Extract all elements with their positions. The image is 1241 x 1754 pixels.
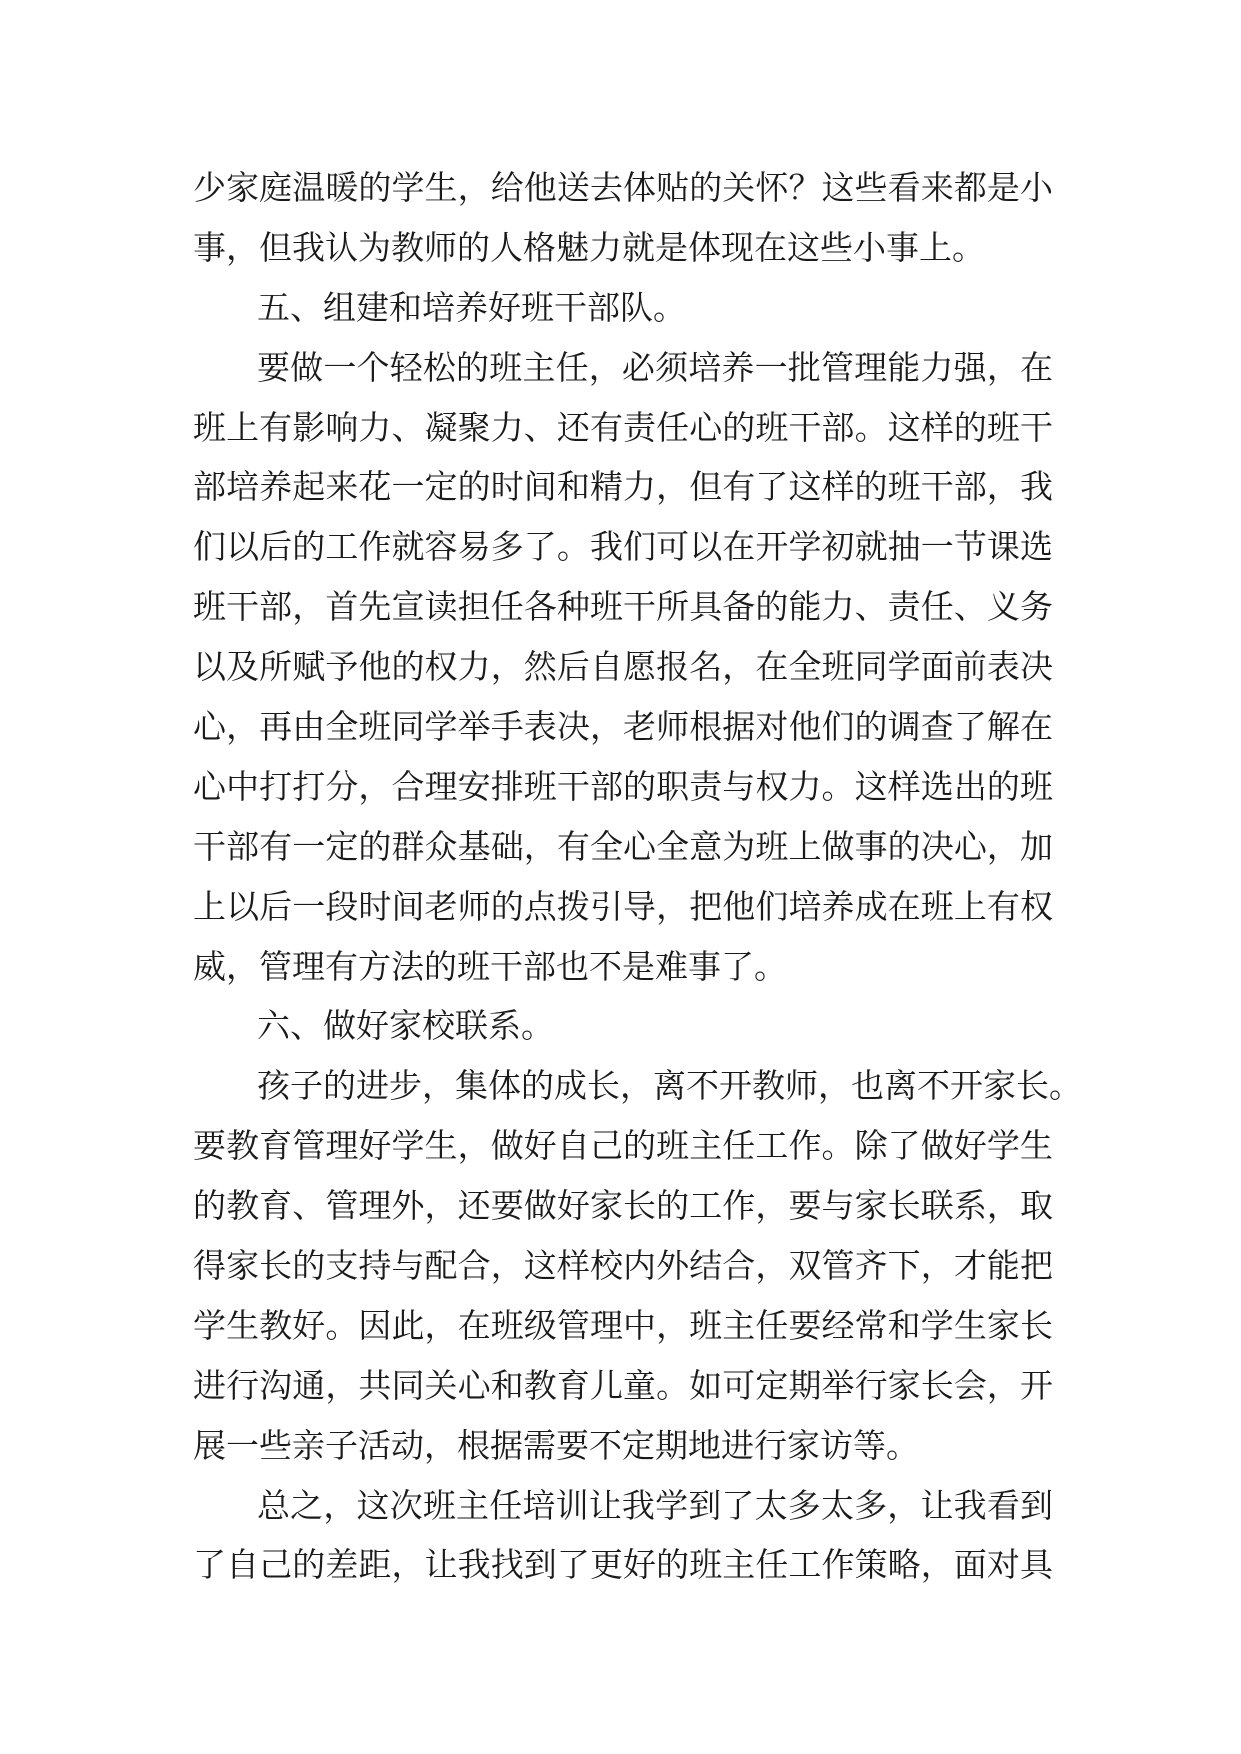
text-line: 部培养起来花一定的时间和精力，但有了这样的班干部，我	[193, 467, 1053, 507]
text-line: 心中打打分，合理安排班干部的职责与权力。这样选出的班	[193, 766, 1053, 806]
text-line: 干部有一定的群众基础，有全心全意为班上做事的决心，加	[193, 826, 1053, 866]
text-line: 孩子的进步，集体的成长，离不开教师，也离不开家长。	[257, 1066, 1082, 1106]
text-line: 上以后一段时间老师的点拨引导，把他们培养成在班上有权	[193, 886, 1053, 926]
text-line: 心，再由全班同学举手表决，老师根据对他们的调查了解在	[193, 707, 1053, 747]
text-line: 事，但我认为教师的人格魅力就是体现在这些小事上。	[193, 227, 985, 267]
text-line: 班干部，首先宣读担任各种班干所具备的能力、责任、义务	[193, 587, 1053, 627]
text-line: 少家庭温暖的学生，给他送去体贴的关怀？这些看来都是小	[193, 168, 1053, 207]
text-line: 学生教好。因此，在班级管理中，班主任要经常和学生家长	[193, 1305, 1053, 1345]
text-line: 班上有影响力、凝聚力、还有责任心的班干部。这样的班干	[193, 407, 1053, 447]
text-line: 六、做好家校联系。	[257, 1006, 554, 1046]
text-line: 得家长的支持与配合，这样校内外结合，双管齐下，才能把	[193, 1246, 1053, 1286]
text-line: 以及所赋予他的权力，然后自愿报名，在全班同学面前表决	[193, 647, 1053, 687]
text-line: 总之，这次班主任培训让我学到了太多太多，让我看到	[257, 1485, 1053, 1525]
text-line: 要教育管理好学生，做好自己的班主任工作。除了做好学生	[193, 1126, 1053, 1166]
text-line: 进行沟通，共同关心和教育儿童。如可定期举行家长会，开	[193, 1365, 1053, 1405]
text-line: 了自己的差距，让我找到了更好的班主任工作策略，面对具	[193, 1545, 1053, 1585]
body-text	[193, 158, 1082, 1595]
text-line: 们以后的工作就容易多了。我们可以在开学初就抽一节课选	[193, 527, 1053, 567]
text-line: 展一些亲子活动，根据需要不定期地进行家访等。	[193, 1425, 919, 1465]
text-line: 五、组建和培养好班干部队。	[257, 287, 686, 327]
text-line: 威，管理有方法的班干部也不是难事了。	[193, 946, 787, 986]
text-line: 的教育、管理外，还要做好家长的工作，要与家长联系，取	[193, 1186, 1053, 1226]
text-line: 要做一个轻松的班主任，必须培养一批管理能力强，在	[257, 347, 1053, 387]
